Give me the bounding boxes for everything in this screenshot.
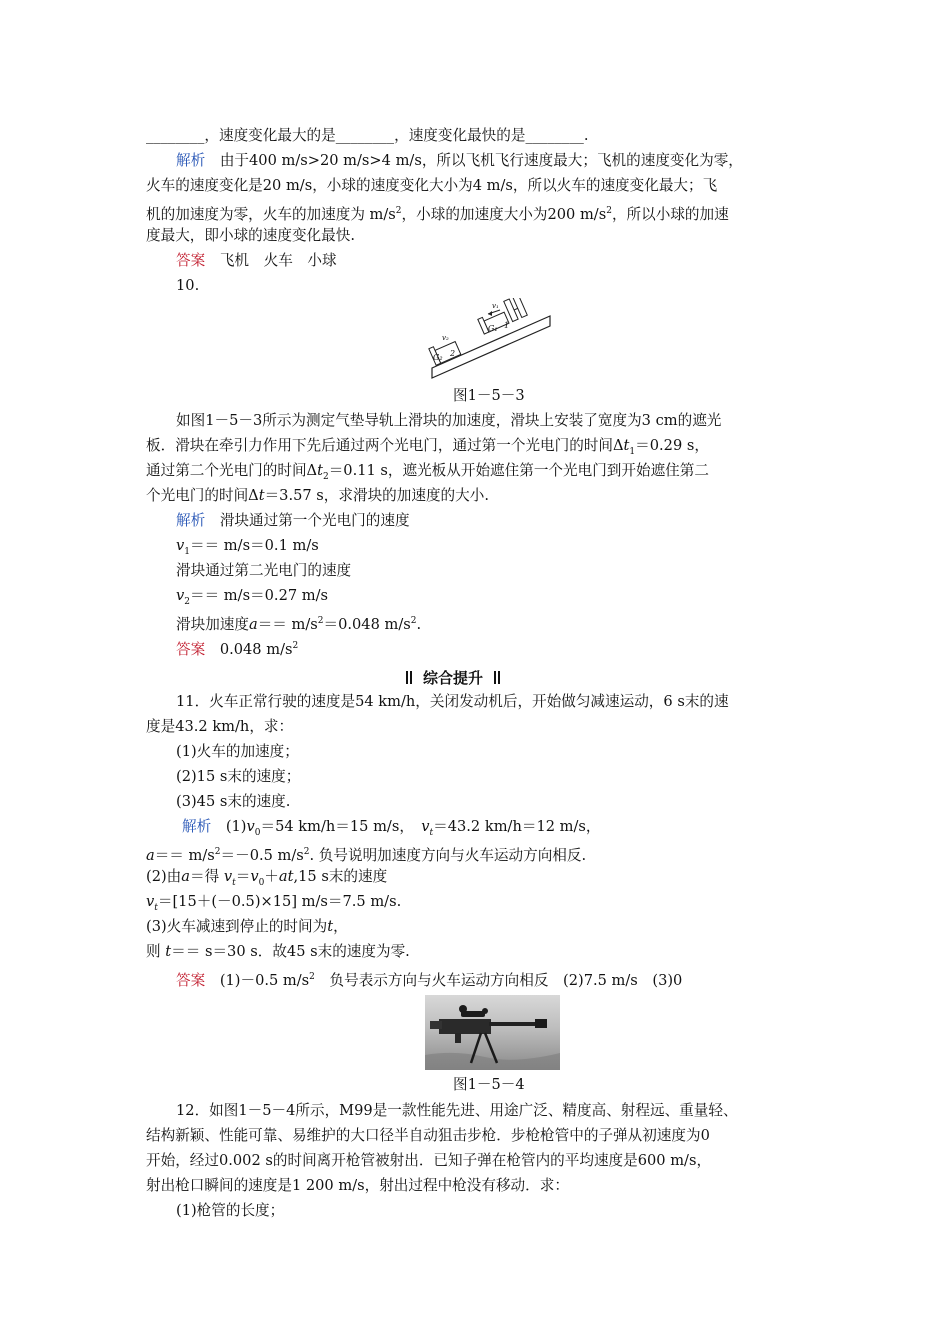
- question-text: 12．如图1－5－4所示，M99是一款性能先进、用途广泛、精度高、射程远、重量轻、: [176, 1102, 738, 1119]
- formula-line: $v_1== m/s=0.1$ m/s: [176, 537, 319, 557]
- analysis-label: 解析: [182, 818, 212, 835]
- formula-line: $v_2== m/s=0.27$ m/s: [176, 587, 329, 607]
- question-part: (3)45 s末的速度.: [176, 793, 291, 810]
- answer-label: 答案: [176, 640, 206, 658]
- analysis-line: (3)火车减速到停止的时间为t，: [146, 918, 348, 935]
- sniper-rifle-photo: [425, 995, 560, 1070]
- section-bars-right: [493, 669, 501, 687]
- question-text: 开始，经过0.002 s的时间离开枪管被射出．已知子弹在枪管内的平均速度是600 m/s，: [146, 1152, 712, 1169]
- analysis-line: 机的加速度为零，火车的加速度为 $m/s^2$，小球的加速度大小为200 $m/s^2$，所以小球的加速: [146, 205, 729, 223]
- analysis-line: 解析 $(1)v_0=54$ km/h＝15 m/s， $v_t=43.2$ km/h＝12 m/s，: [182, 818, 601, 838]
- air-track-figure: [428, 298, 556, 380]
- formula-line: 则 t＝＝ s＝30 s．故45 s末的速度为零.: [146, 943, 410, 960]
- label-1: 1: [504, 321, 510, 330]
- label-g1: G₁: [488, 324, 498, 333]
- analysis-line: 滑块通过第二光电门的速度: [176, 562, 352, 579]
- section-bars-left: [405, 669, 413, 687]
- analysis-line: 解析 滑块通过第一个光电门的速度: [176, 512, 410, 529]
- answer-label: 答案: [176, 252, 206, 269]
- label-g2: G₂: [433, 353, 443, 362]
- answer-label: 答案: [176, 971, 206, 989]
- analysis-line: 火车的速度变化是20 m/s，小球的速度变化大小为4 m/s，所以火车的速度变化最大；飞: [146, 177, 718, 194]
- answer-line: 答案 飞机 火车 小球: [176, 252, 337, 269]
- blank-line: ________，速度变化最大的是________，速度变化最快的是________.: [146, 127, 589, 144]
- analysis-line: 度最大，即小球的速度变化最快.: [146, 227, 355, 244]
- analysis-label: 解析: [176, 152, 206, 169]
- formula-line: 滑块加速度$a== m/s^2=0.048$ $m/s^2$.: [176, 615, 422, 633]
- answer-line: 答案 (1)－0.5 $m/s^2$ 负号表示方向与火车运动方向相反 (2)7.5 m/s (3)0: [176, 971, 683, 989]
- label-v2: v₂: [442, 334, 449, 342]
- section-title: 综合提升: [395, 667, 511, 688]
- label-v1: v₁: [492, 302, 499, 310]
- question-part: (1)火车的加速度；: [176, 743, 299, 760]
- formula-line: (2)由a＝得 $v_t=v_0+at,15$ s末的速度: [146, 868, 388, 888]
- formula-line: $v_t=[15+(-0.5)\times 15]$ m/s＝7.5 m/s.: [146, 893, 402, 913]
- analysis-line: 解析 由于400 m/s>20 m/s>4 m/s，所以飞机飞行速度最大；飞机的速度变化为零，: [176, 152, 743, 169]
- question-part: (2)15 s末的速度；: [176, 768, 301, 785]
- question-text: 射出枪口瞬间的速度是1 200 m/s，射出过程中枪没有移动．求：: [146, 1177, 569, 1194]
- question-text: 度是43.2 km/h，求：: [146, 718, 294, 735]
- question-number: 10.: [176, 277, 200, 294]
- question-text: 个光电门的时间Δt＝3.57 s，求滑块的加速度的大小.: [146, 487, 489, 504]
- analysis-label: 解析: [176, 512, 206, 529]
- figure-caption: 图1－5－4: [453, 1076, 525, 1093]
- label-2: 2: [450, 349, 456, 358]
- formula-line: $a== m/s^2=-0.5$ $m/s^2$. 负号说明加速度方向与火车运动方向相反.: [146, 846, 587, 864]
- figure-caption: 图1－5－3: [453, 387, 525, 404]
- question-text: 11．火车正常行驶的速度是54 km/h，关闭发动机后，开始做匀减速运动，6 s末的速: [176, 693, 729, 710]
- answer-line: 答案 0.048 $m/s^2$: [176, 640, 299, 658]
- question-text: 如图1－5－3所示为测定气垫导轨上滑块的加速度，滑块上安装了宽度为3 cm的遮光: [176, 412, 722, 429]
- question-part: (1)枪管的长度；: [176, 1202, 285, 1219]
- question-text: 通过第二个光电门的时间$\Delta t_2=0.11$ s，遮光板从开始遮住第一个光电门到开始遮住第二: [146, 462, 709, 482]
- question-text: 板．滑块在牵引力作用下先后通过两个光电门，通过第一个光电门的时间$\Delta t_1=0.29$ s，: [146, 437, 709, 457]
- question-text: 结构新颖、性能可靠、易维护的大口径半自动狙击步枪．步枪枪管中的子弹从初速度为0: [146, 1127, 710, 1144]
